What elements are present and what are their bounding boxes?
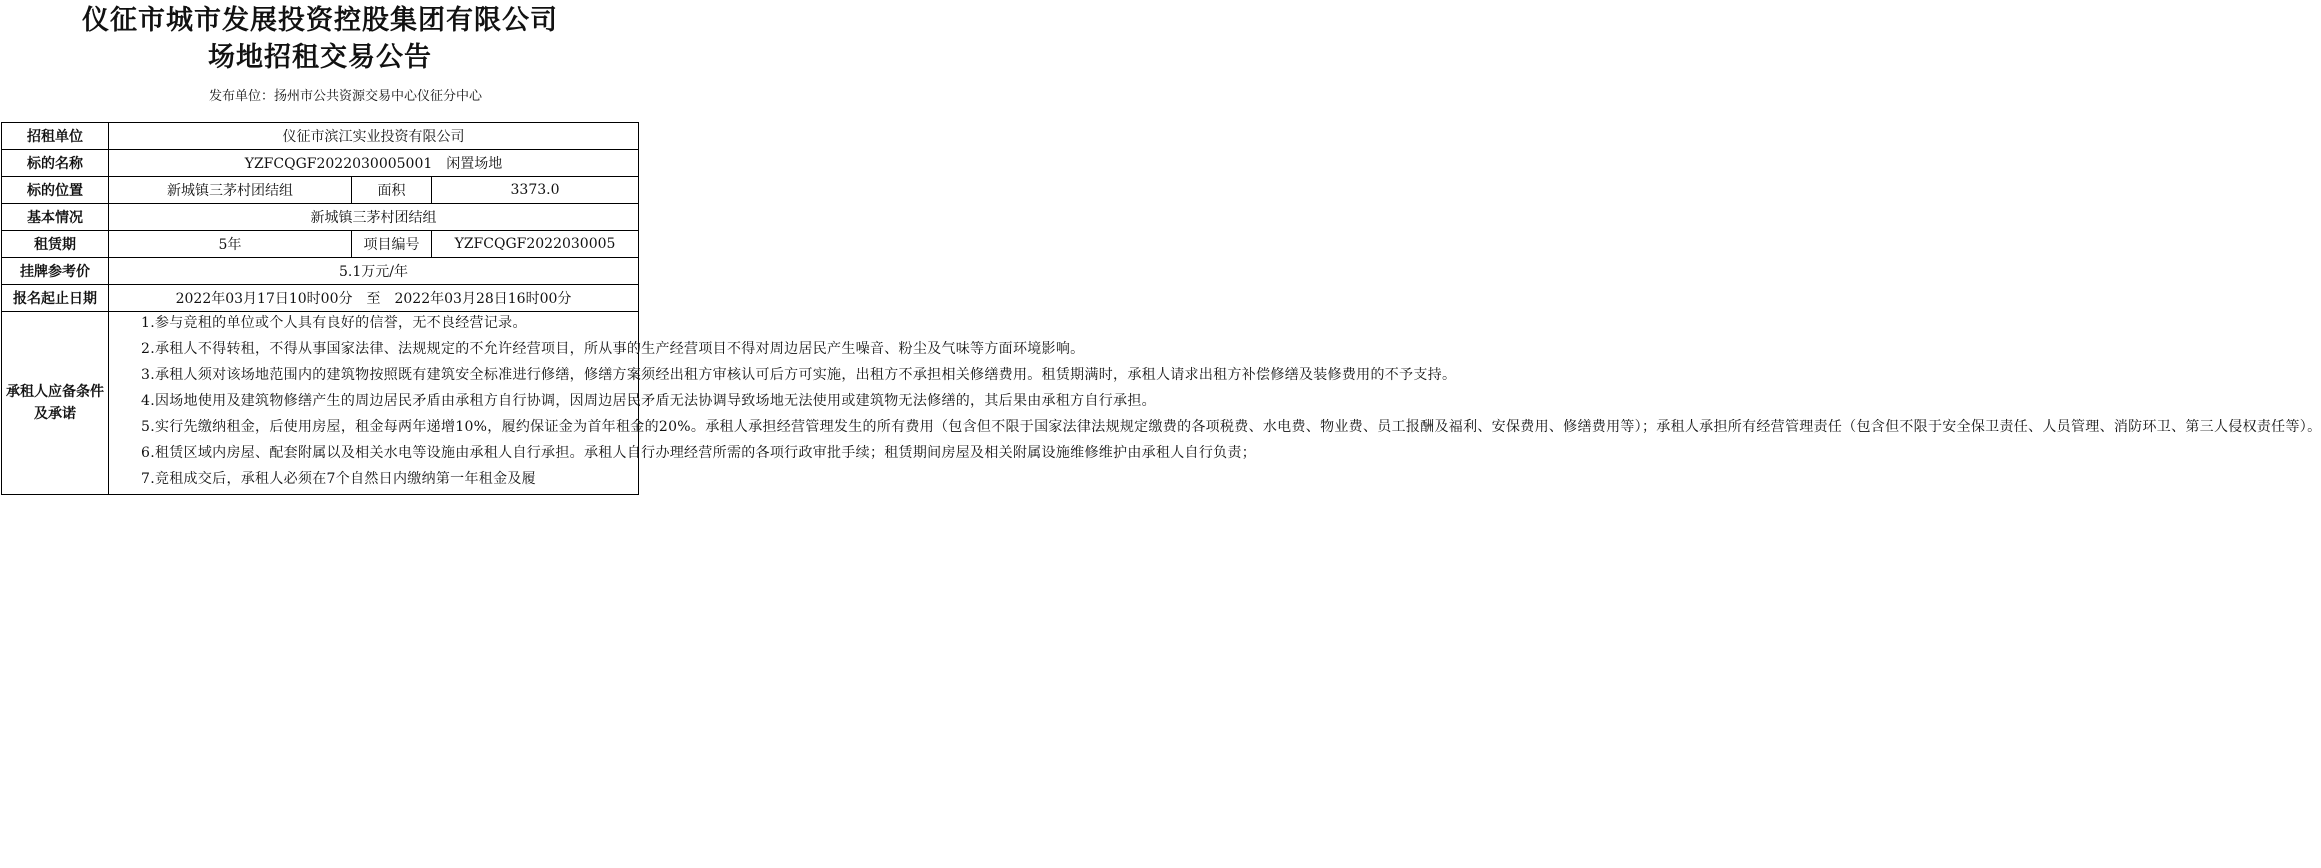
row-target-location bbox=[2, 177, 639, 204]
target-name-value: YZFCQGF2022030005001 闲置场地 bbox=[109, 150, 639, 177]
area-label: 面积 bbox=[352, 177, 432, 204]
terms-paragraph-7: 7.竞租成交后，承租人必须在7个自然日内缴纳第一年租金及履 bbox=[141, 471, 536, 487]
row-reference-price bbox=[2, 258, 639, 285]
basic-info-label: 基本情况 bbox=[2, 204, 109, 231]
area-value: 3373.0 bbox=[432, 177, 639, 204]
announcement-table bbox=[1, 122, 2321, 495]
project-number-value: YZFCQGF2022030005 bbox=[432, 231, 639, 258]
terms-paragraph-1: 1.参与竞租的单位或个人具有良好的信誉，无不良经营记录。 bbox=[141, 315, 527, 331]
publisher-line: 发布单位：扬州市公共资源交易中心仪征分中心 bbox=[208, 89, 482, 104]
target-name-label: 标的名称 bbox=[2, 150, 109, 177]
terms-paragraph-3: 3.承租人须对该场地范围内的建筑物按照既有建筑安全标准进行修缮，修缮方案须经出租方审核认可后方可实施，出租方不承担相关修缮费用。租赁期满时，承租人请求出租方补偿修缮及装修费用的不予支持。 bbox=[141, 367, 1457, 383]
row-lessee-terms bbox=[2, 312, 639, 495]
row-target-name bbox=[2, 150, 639, 177]
terms-paragraph-2: 2.承租人不得转租，不得从事国家法律、法规规定的不允许经营项目，所从事的生产经营项目不得对周边居民产生噪音、粉尘及气味等方面环境影响。 bbox=[141, 341, 1085, 357]
row-registration-period bbox=[2, 285, 639, 312]
lease-period-value: 5年 bbox=[109, 231, 352, 258]
project-number-label: 项目编号 bbox=[352, 231, 432, 258]
tenderer-label: 招租单位 bbox=[2, 123, 109, 150]
reference-price-value: 5.1万元/年 bbox=[109, 258, 639, 285]
document-title-line2: 场地招租交易公告 bbox=[208, 42, 432, 73]
registration-period-label: 报名起止日期 bbox=[2, 285, 109, 312]
document-title-line1: 仪征市城市发展投资控股集团有限公司 bbox=[82, 5, 558, 36]
terms-paragraph-5: 5.实行先缴纳租金，后使用房屋，租金每两年递增10%，履约保证金为首年租金的20%。承租人承担经营管理发生的所有费用（包含但不限于国家法律法规规定缴费的各项税费、水电费、物业费、员工报酬及福利、安保费用、修缮费用等）；承租人承担所有经营管理责任（包含但不限于安全保卫责任、人员管理、消防环卫、第三人侵权责任等）。 bbox=[141, 419, 2321, 435]
target-location-value: 新城镇三茅村团结组 bbox=[109, 177, 352, 204]
row-basic-info bbox=[2, 204, 639, 231]
lessee-terms-label-line1: 承租人应备条件 bbox=[6, 384, 104, 400]
basic-info-value: 新城镇三茅村团结组 bbox=[109, 204, 639, 231]
lessee-terms-content bbox=[109, 312, 2321, 495]
terms-paragraph-4: 4.因场地使用及建筑物修缮产生的周边居民矛盾由承租方自行协调，因周边居民矛盾无法协调导致场地无法使用或建筑物无法修缮的，其后果由承租方自行承担。 bbox=[141, 393, 1156, 409]
tenderer-value: 仪征市滨江实业投资有限公司 bbox=[109, 123, 639, 150]
row-lease-period bbox=[2, 231, 639, 258]
lessee-terms-label-line2: 及承诺 bbox=[34, 406, 76, 422]
lessee-terms-label bbox=[2, 312, 109, 495]
terms-paragraph-6: 6.租赁区域内房屋、配套附属以及相关水电等设施由承租人自行承担。承租人自行办理经营所需的各项行政审批手续；租赁期间房屋及相关附属设施维修维护由承租人自行负责； bbox=[141, 445, 1257, 461]
row-tenderer bbox=[2, 123, 639, 150]
target-location-label: 标的位置 bbox=[2, 177, 109, 204]
lease-period-label: 租赁期 bbox=[2, 231, 109, 258]
registration-period-value: 2022年03月17日10时00分 至 2022年03月28日16时00分 bbox=[109, 285, 639, 312]
reference-price-label: 挂牌参考价 bbox=[2, 258, 109, 285]
